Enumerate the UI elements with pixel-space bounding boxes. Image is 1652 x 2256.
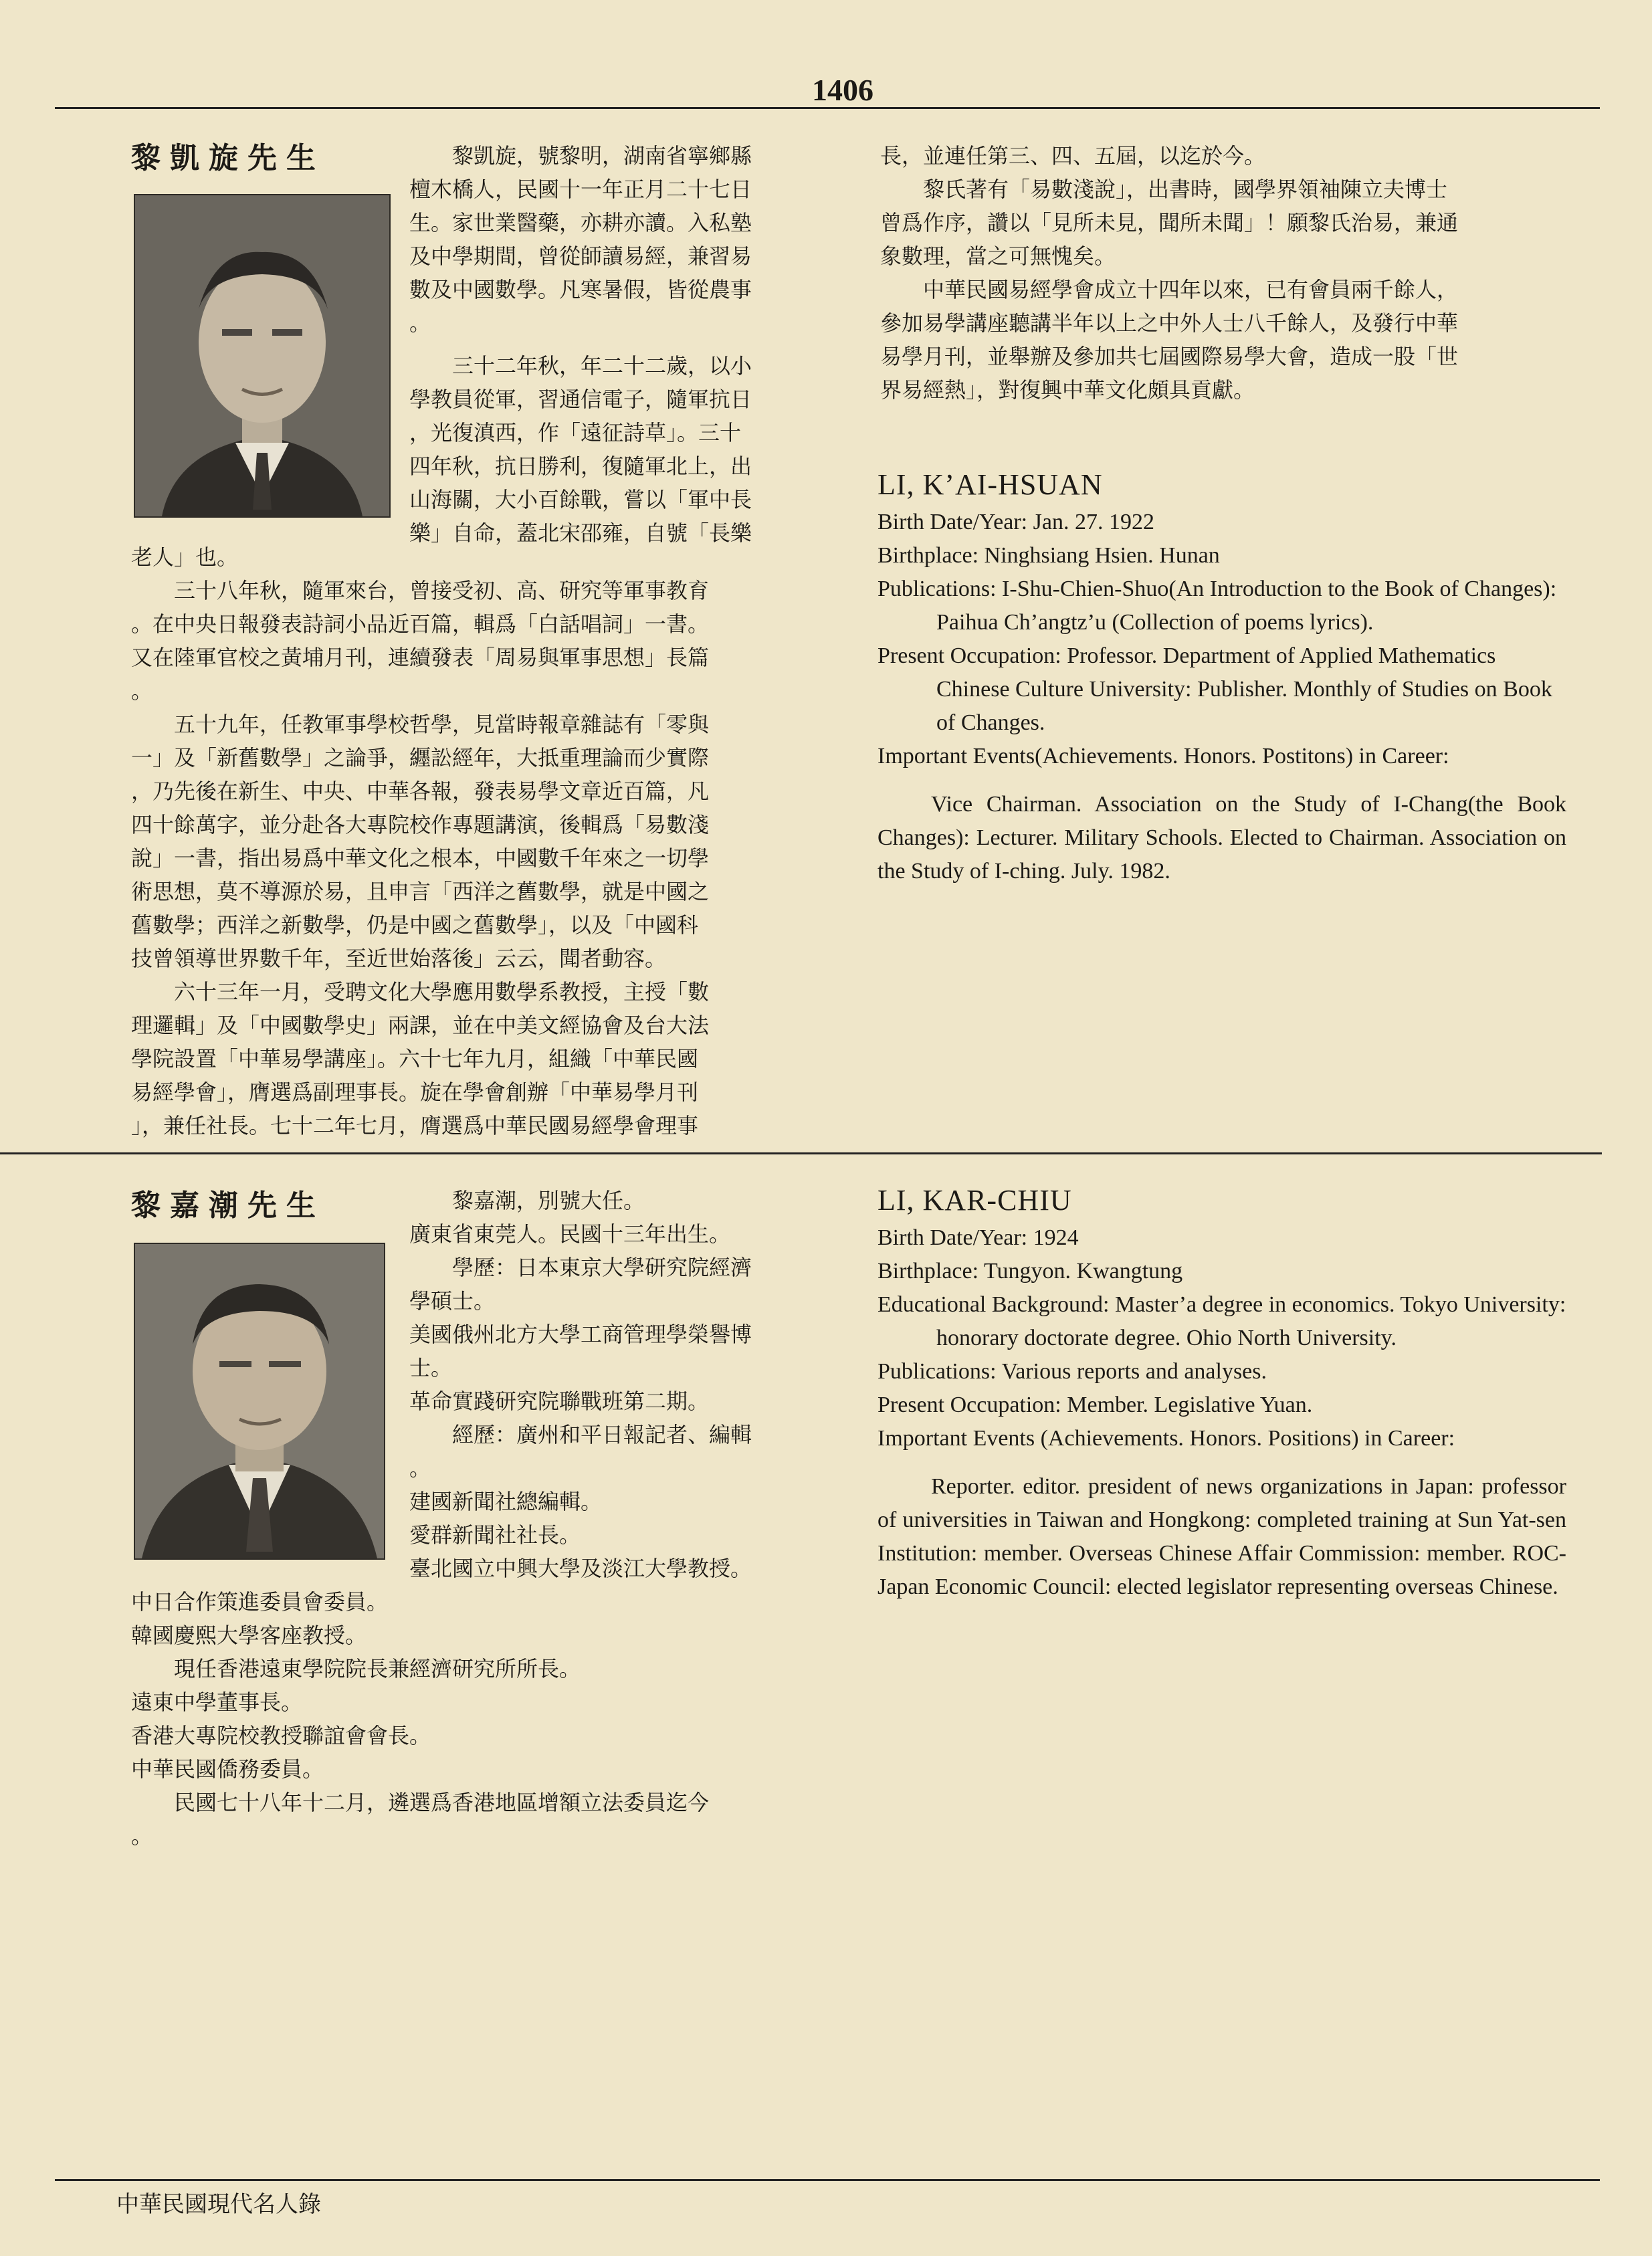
text-line: 學教員從軍，習通信電子，隨軍抗日 (409, 387, 752, 412)
text-line: 革命實踐研究院聯戰班第二期。 (409, 1389, 710, 1414)
text-line: 學碩士。 (409, 1288, 496, 1314)
text-line: 香港大專院校教授聯誼會會長。 (131, 1723, 431, 1748)
entry2-bio-cn-wrap (409, 1184, 811, 1585)
important-events-label: Important Events(Achievements. Honors. Postitons) in Career: (877, 744, 1449, 768)
text-line: 愛群新聞社社長。 (409, 1522, 581, 1548)
publications: Publications: I-Shu-Chien-Shuo(An Introduction to the Book of Changes): Paihua Ch’angtz’u (Collection of poems lyrics). (877, 577, 1557, 635)
portrait-icon (135, 1244, 384, 1558)
text-line: 黎嘉潮，別號大任。 (452, 1188, 645, 1213)
text-line: 理邏輯」及「中國數學史」兩課，並在中美文經協會及台大法 (131, 1013, 710, 1038)
text-line: 技曾領導世界數千年，至近世始落後」云云，聞者動容。 (131, 946, 667, 971)
text-line: 一」及「新舊數學」之論爭，纒訟經年，大抵重理論而少實際 (131, 745, 710, 771)
text-line: 樂」自命，蓋北宋邵雍，自號「長樂 (409, 520, 752, 546)
entry2-portrait (134, 1243, 385, 1560)
text-line: 三十八年秋，隨軍來台，曾接受初、高、研究等軍事教育 (174, 578, 710, 603)
text-line: 山海關，大小百餘戰，嘗以「軍中長 (409, 487, 752, 512)
text-line: 三十二年秋，年二十二歲，以小 (452, 353, 752, 379)
text-line: 現任香港遠東學院院長兼經濟研究所所長。 (174, 1656, 581, 1681)
text-line: 廣東省東莞人。民國十三年出生。 (409, 1221, 731, 1247)
text-line: 」，兼任社長。七十二年七月，膺選爲中華民國易經學會理事 (131, 1113, 699, 1138)
text-line: 老人」也。 (131, 544, 239, 570)
entry2-name-en: LI, KAR-CHIU (877, 1184, 1072, 1217)
important-events: Reporter. editor. president of news organizations in Japan: professor of universities in Taiwan and Hongkong: completed training at Sun Yat-sen Institution: member. Overseas Chinese Affair Commission: member. ROC-Japan Economic Council: elected legislator representing overseas Chinese. (877, 1474, 1566, 1599)
text-line: 術思想，莫不導源於易，且申言「西洋之舊數學，就是中國之 (131, 879, 710, 904)
top-rule (55, 107, 1600, 109)
footer-book-title: 中華民國現代名人錄 (116, 2191, 321, 2218)
text-line: 臺北國立中興大學及淡江大學教授。 (409, 1556, 752, 1581)
portrait-icon (135, 195, 389, 516)
text-line: 說」一書，指出易爲中華文化之根本，中國數千年來之一切學 (131, 845, 710, 871)
text-line: 。在中央日報發表詩詞小品近百篇，輯爲「白話唱詞」一書。 (131, 611, 710, 637)
text-line: 六十三年一月，受聘文化大學應用數學系教授，主授「數 (174, 979, 710, 1005)
text-line: 五十九年，任教軍事學校哲學，見當時報章雜誌有「零與 (174, 712, 710, 737)
present-occupation: Present Occupation: Professor. Department of Applied Mathematics Chinese Culture University: Publisher. Monthly of Studies on Book of Changes. (877, 643, 1552, 735)
bottom-rule (55, 2179, 1600, 2181)
entry1-bio-cn-continued (880, 139, 1576, 407)
text-line: 及中學期間，曾從師讀易經，兼習易 (409, 243, 752, 269)
text-line: 士。 (409, 1355, 453, 1380)
text-line: 美國俄州北方大學工商管理學榮譽博 (409, 1322, 752, 1347)
section-divider (0, 1152, 1602, 1154)
text-line: 又在陸軍官校之黃埔月刊，連續發表「周易與軍事思想」長篇 (131, 645, 710, 670)
entry2-bio-en (877, 1184, 1566, 1604)
text-line: 學歷：日本東京大學研究院經濟 (452, 1255, 752, 1280)
entry1-portrait (134, 194, 391, 518)
text-line: 民國七十八年十二月，遴選爲香港地區增額立法委員迄今 (174, 1790, 710, 1815)
text-line: 。 (131, 678, 153, 704)
text-line: 中華民國僑務委員。 (131, 1756, 324, 1782)
page-number: 1406 (812, 73, 873, 107)
text-line: 。 (409, 310, 431, 336)
text-line: 中日合作策進委員會委員。 (131, 1589, 389, 1615)
text-line: 生。家世業醫藥，亦耕亦讀。入私塾 (409, 210, 752, 235)
text-line: 。 (409, 1455, 431, 1481)
entry2-bio-cn-full (131, 1585, 813, 1853)
text-line: 數及中國數學。凡寒暑假，皆從農事 (409, 277, 752, 302)
entry1-bio-en (877, 468, 1566, 888)
publications: Publications: Various reports and analyses. (877, 1359, 1267, 1384)
text-line: 黎凱旋，號黎明，湖南省寧鄉縣 (452, 143, 752, 169)
text-line: 界易經熱」，對復興中華文化頗具貢獻。 (880, 377, 1255, 403)
text-line: ，光復滇西，作「遠征詩草」。三十 (409, 420, 742, 445)
text-line: 長，並連任第三、四、五屆，以迄於今。 (880, 143, 1266, 169)
entry1-bio-cn-wrap (409, 139, 811, 550)
text-line: 易學月刊，並舉辦及參加共七屆國際易學大會，造成一股「世 (880, 344, 1459, 369)
entry1-name-en: LI, K’AI-HSUAN (877, 468, 1103, 501)
text-line: 四十餘萬字，並分赴各大專院校作專題講演，後輯爲「易數淺 (131, 812, 710, 837)
text-line: 。 (131, 1823, 153, 1849)
text-line: 建國新聞社總編輯。 (409, 1489, 603, 1514)
text-line: 檀木橋人，民國十一年正月二十七日 (409, 177, 752, 202)
text-line: 曾爲作序，讚以「見所未見，聞所未聞」！願黎氏治易，兼通 (880, 210, 1459, 235)
entry2-name-cn: 黎嘉潮先生 (131, 1189, 325, 1223)
birthplace: Birthplace: Ninghsiang Hsien. Hunan (877, 543, 1220, 568)
entry1-name-cn: 黎凱旋先生 (131, 141, 325, 175)
text-line: 參加易學講座聽講半年以上之中外人士八千餘人，及發行中華 (880, 310, 1459, 336)
text-line: 舊數學；西洋之新數學，仍是中國之舊數學」，以及「中國科 (131, 912, 699, 938)
text-line: 中華民國易經學會成立十四年以來，已有會員兩千餘人， (923, 277, 1459, 302)
text-line: 遠東中學董事長。 (131, 1689, 303, 1715)
text-line: 學院設置「中華易學講座」。六十七年九月，組織「中華民國 (131, 1046, 699, 1071)
educational-background: Educational Background: Master’a degree in economics. Tokyo University: honorary doctorate degree. Ohio North University. (877, 1292, 1566, 1350)
important-events: Vice Chairman. Association on the Study of I-Chang(the Book Changes): Lecturer. Military Schools. Elected to Chairman. Association on the Study of I-ching. July. 1982. (877, 792, 1566, 884)
text-line: 韓國慶熙大學客座教授。 (131, 1623, 367, 1648)
text-line: ，乃先後在新生、中央、中華各報，發表易學文章近百篇，凡 (131, 779, 710, 804)
present-occupation: Present Occupation: Member. Legislative Yuan. (877, 1393, 1313, 1417)
text-line: 象數理，當之可無愧矣。 (880, 243, 1116, 269)
entry1-bio-cn-full (131, 540, 813, 1142)
text-line: 四年秋，抗日勝利，復隨軍北上，出 (409, 453, 752, 479)
birth-date: Birth Date/Year: Jan. 27. 1922 (877, 510, 1154, 534)
birth-date: Birth Date/Year: 1924 (877, 1225, 1079, 1250)
text-line: 黎氏著有「易數淺說」，出書時，國學界領袖陳立夫博士 (923, 177, 1448, 202)
birthplace: Birthplace: Tungyon. Kwangtung (877, 1259, 1183, 1284)
text-line: 經歷：廣州和平日報記者、編輯 (452, 1422, 752, 1447)
text-line: 易經學會」，膺選爲副理事長。旋在學會創辦「中華易學月刊 (131, 1080, 699, 1105)
important-events-label: Important Events (Achievements. Honors. Positions) in Career: (877, 1426, 1455, 1451)
